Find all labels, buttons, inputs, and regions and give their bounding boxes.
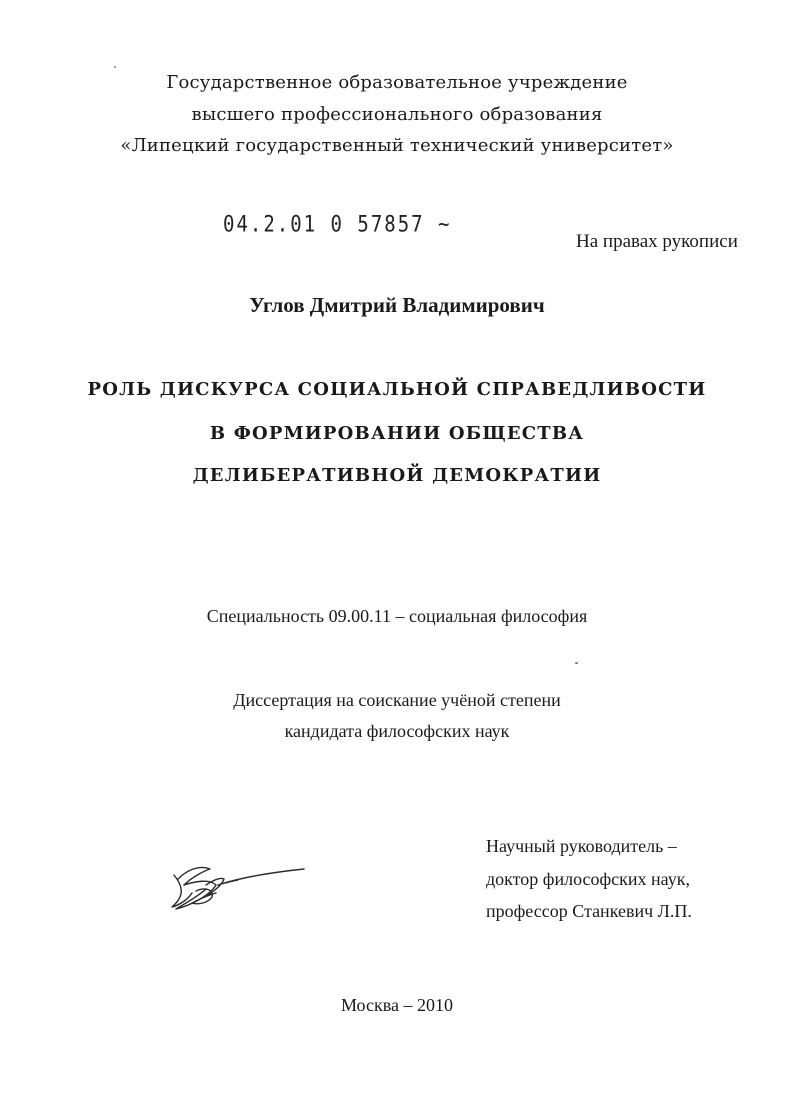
advisor-line-2: доктор философских наук, xyxy=(486,869,690,889)
specialty: Специальность 09.00.11 – социальная философия xyxy=(206,606,588,626)
institution-line-2: высшего профессионального образования xyxy=(191,104,603,125)
institution-line-1: Государственное образовательное учреждение xyxy=(166,72,628,93)
title-line-3: ДЕЛИБЕРАТИВНОЙ ДЕМОКРАТИИ xyxy=(192,465,602,486)
dissertation-line-2: кандидата философских наук xyxy=(284,721,510,741)
library-code: 04.2.01 0 57857 ~ xyxy=(223,212,452,238)
city-year: Москва – 2010 xyxy=(341,995,453,1015)
manuscript-rights: На правах рукописи xyxy=(576,231,738,252)
author-name: Углов Дмитрий Владимирович xyxy=(249,293,545,317)
title-line-1: РОЛЬ ДИСКУРСА СОЦИАЛЬНОЙ СПРАВЕДЛИВОСТИ xyxy=(87,379,707,400)
signature-icon xyxy=(166,855,316,917)
advisor-line-3: профессор Станкевич Л.П. xyxy=(486,901,692,921)
scan-speck xyxy=(575,662,578,664)
institution-line-3: «Липецкий государственный технический университет» xyxy=(120,135,674,156)
dissertation-line-1: Диссертация на соискание учёной степени xyxy=(233,690,561,710)
scan-speck xyxy=(114,66,116,68)
advisor-line-1: Научный руководитель – xyxy=(486,836,677,856)
title-line-2: В ФОРМИРОВАНИИ ОБЩЕСТВА xyxy=(209,423,585,444)
